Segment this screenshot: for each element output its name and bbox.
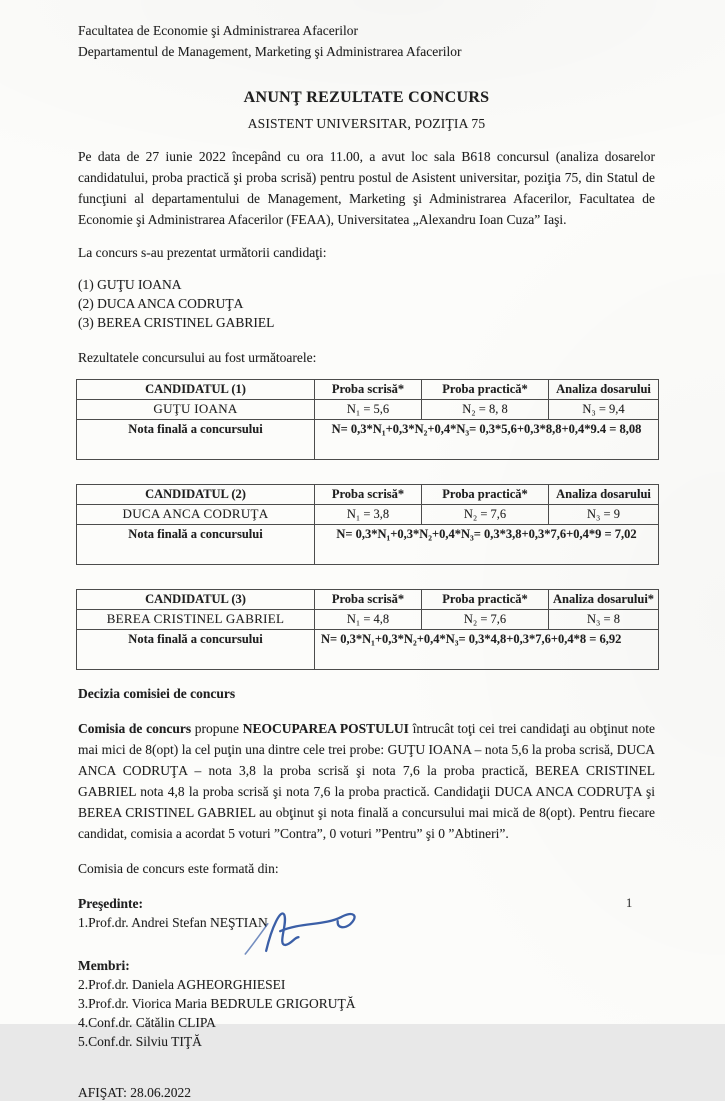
candidates-intro: La concurs s-au prezentat următorii candidaţi: — [78, 245, 327, 260]
score-cell: N₂ = 7,6 — [422, 610, 549, 630]
final-grade-label: Nota finală a concursului — [77, 420, 315, 460]
score-cell: N₁ = 5,6 — [315, 400, 422, 420]
table-header-row — [77, 590, 659, 610]
header-cell: Proba practică* — [422, 485, 549, 505]
member-item: 3.Prof.dr. Viorica Maria BEDRULE GRIGORUŢĂ — [78, 996, 356, 1011]
president-name: 1.Prof.dr. Andrei Stefan NEŞTIAN — [78, 915, 268, 930]
header-cell: CANDIDATUL (3) — [77, 590, 315, 610]
intro-paragraph: Pe data de 27 iunie 2022 începând cu ora 11.00, a avut loc sala B618 concursul (analiza dosarelor candidatului, proba practică şi proba scrisă) pentru postul de Asistent universitar, poziţia 75, din Statul de funcţiuni al departamentului de Management, Marketing şi Administrarea Afacerilor, Facultatea de Economie şi Administrarea Afacerilor (FEAA), Universitatea „Alexandru Ioan Cuza” Iaşi. — [78, 149, 655, 227]
decision-lead: Comisia de concurs — [78, 721, 192, 736]
table-row — [77, 610, 659, 630]
president-label: Preşedinte: — [78, 896, 143, 911]
decision-paragraph — [78, 718, 655, 844]
candidate-item: (3) BEREA CRISTINEL GABRIEL — [78, 315, 275, 330]
header-cell: CANDIDATUL (1) — [77, 380, 315, 400]
candidate-name-cell: BEREA CRISTINEL GABRIEL — [77, 610, 315, 630]
candidate-name-cell: DUCA ANCA CODRUŢA — [77, 505, 315, 525]
header-cell: Proba practică* — [422, 380, 549, 400]
table-header-row — [77, 485, 659, 505]
header-cell: Analiza dosarului* — [549, 590, 659, 610]
member-item: 2.Prof.dr. Daniela AGHEORGHIESEI — [78, 977, 286, 992]
table-row — [77, 505, 659, 525]
results-intro: Rezultatele concursului au fost următoarele: — [78, 350, 317, 365]
document-title: ANUNŢ REZULTATE CONCURS — [243, 89, 490, 106]
final-grade-label: Nota finală a concursului — [77, 525, 315, 565]
score-cell: N₂ = 8, 8 — [422, 400, 549, 420]
president-line — [78, 913, 655, 932]
committee-intro: Comisia de concurs este formată din: — [78, 861, 279, 876]
table-row — [77, 420, 659, 460]
faculty-name: Facultatea de Economie şi Administrarea Afacerilor — [78, 23, 359, 38]
table-row — [77, 630, 659, 670]
score-cell: N₁ = 3,8 — [315, 505, 422, 525]
member-item: 4.Conf.dr. Cătălin CLIPA — [78, 1015, 216, 1030]
final-grade-formula: N= 0,3*N₁+0,3*N₂+0,4*N₃= 0,3*5,6+0,3*8,8+0,4*9.4 = 8,08 — [315, 420, 659, 460]
score-cell: N₂ = 7,6 — [422, 505, 549, 525]
candidate-item: (2) DUCA ANCA CODRUŢA — [78, 296, 244, 311]
final-grade-formula: N= 0,3*N₁+0,3*N₂+0,4*N₃= 0,3*4,8+0,3*7,6+0,4*8 = 6,92 — [315, 630, 659, 670]
posted-date: AFIŞAT: 28.06.2022 — [78, 1085, 191, 1100]
header-cell: Proba practică* — [422, 590, 549, 610]
handwritten-signature — [238, 897, 366, 959]
decision-outcome: NEOCUPAREA POSTULUI — [242, 721, 409, 736]
results-table-candidate-3 — [76, 589, 659, 670]
decision-text: întrucât toţi cei trei candidaţi au obţinut note mai mici de 8(opt) la cel puţin una dintre cele trei probe: GUŢU IOANA – nota 5,6 la proba scrisă, DUCA ANCA CODRUŢA – nota 3,8 la proba scrisă şi nota 7,6 la proba practică, BEREA CRISTINEL GABRIEL nota 4,8 la proba scrisă şi nota 7,6 la proba practică. Candidaţii DUCA ANCA CODRUŢA şi BEREA CRISTINEL GABRIEL au obţinut şi nota finală a concursului mai mică de 8(opt). Pentru fiecare candidat, comisia a acordat 5 voturi ”Contra”, 0 voturi ”Pentru” şi 0 ”Abtineri”. — [78, 721, 655, 841]
score-cell: N₃ = 8 — [549, 610, 659, 630]
header-cell: Analiza dosarului — [549, 380, 659, 400]
results-table-candidate-2 — [76, 484, 659, 565]
candidate-item: (1) GUŢU IOANA — [78, 277, 182, 292]
decision-heading: Decizia comisiei de concurs — [78, 686, 236, 701]
candidate-name-cell: GUŢU IOANA — [77, 400, 315, 420]
members-list — [78, 975, 655, 1051]
score-cell: N₁ = 4,8 — [315, 610, 422, 630]
candidate-list — [78, 275, 655, 332]
score-cell: N₃ = 9,4 — [549, 400, 659, 420]
header-cell: Proba scrisă* — [315, 590, 422, 610]
results-table-candidate-1 — [76, 379, 659, 460]
page-number: 1 — [626, 896, 633, 910]
members-label: Membri: — [78, 958, 130, 973]
decision-text: propune — [191, 721, 243, 736]
document-subtitle: ASISTENT UNIVERSITAR, POZIŢIA 75 — [247, 116, 486, 131]
member-item: 5.Conf.dr. Silviu TIŢĂ — [78, 1034, 202, 1049]
table-row — [77, 400, 659, 420]
department-name: Departamentul de Management, Marketing şi Administrarea Afacerilor — [78, 44, 462, 59]
table-header-row — [77, 380, 659, 400]
header-cell: CANDIDATUL (2) — [77, 485, 315, 505]
header-cell: Proba scrisă* — [315, 380, 422, 400]
header-cell: Analiza dosarului — [549, 485, 659, 505]
table-row — [77, 525, 659, 565]
final-grade-label: Nota finală a concursului — [77, 630, 315, 670]
final-grade-formula: N= 0,3*N₁+0,3*N₂+0,4*N₃= 0,3*3,8+0,3*7,6+0,4*9 = 7,02 — [315, 525, 659, 565]
score-cell: N₃ = 9 — [549, 505, 659, 525]
header-cell: Proba scrisă* — [315, 485, 422, 505]
